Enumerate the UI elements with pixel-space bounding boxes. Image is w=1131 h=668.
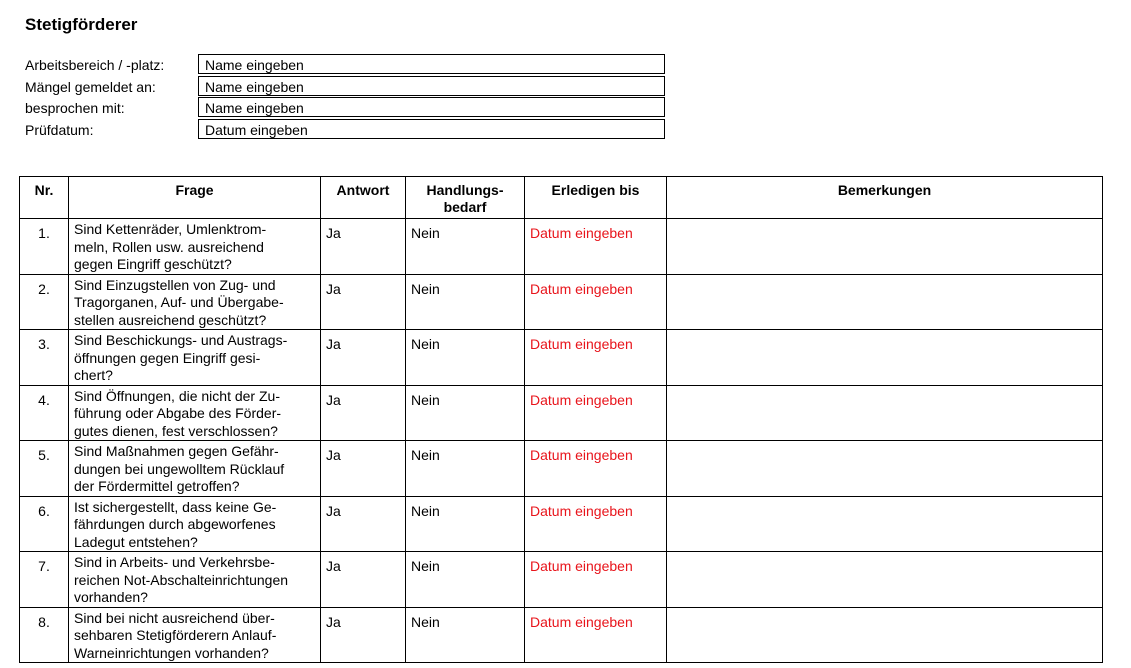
row-number: 2. [20,274,69,330]
table-row [20,330,1103,386]
question-line: Sind Beschickungs- und Austrags- [74,332,288,348]
remarks-field[interactable] [667,441,1103,497]
due-date-field[interactable]: Datum eingeben [525,274,667,330]
action-needed-cell[interactable]: Nein [406,385,525,441]
header-handlungsbedarf [406,177,525,219]
question-line: stellen ausreichend geschützt? [74,311,267,328]
row-number: 4. [20,385,69,441]
maengel-gemeldet-field[interactable]: Name eingeben [198,76,665,96]
question-line: der Fördermittel getroffen? [74,478,240,494]
answer-cell[interactable]: Ja [321,330,406,386]
row-number: 3. [20,330,69,386]
answer-cell[interactable]: Ja [321,552,406,608]
remarks-field[interactable] [667,330,1103,386]
row-number: 8. [20,607,69,663]
due-date-field[interactable]: Datum eingeben [525,385,667,441]
remarks-field[interactable] [667,385,1103,441]
question-cell [69,219,321,275]
question-line: Sind in Arbeits- und Verkehrsbe- [74,554,275,570]
question-cell [69,552,321,608]
question-cell [69,385,321,441]
due-date-field[interactable]: Datum eingeben [525,330,667,386]
remarks-field[interactable] [667,607,1103,663]
table-row [20,274,1103,330]
question-line: reichen Not-Abschalteinrichtungen [74,571,289,588]
header-bemerkungen: Bemerkungen [667,177,1103,219]
question-line: Sind Öffnungen, die nicht der Zu- [74,387,280,404]
row-number: 5. [20,441,69,497]
question-line: Ist sichergestellt, dass keine Ge- [74,498,277,515]
due-date-field[interactable]: Datum eingeben [525,552,667,608]
due-date-field[interactable]: Datum eingeben [525,441,667,497]
remarks-field[interactable] [667,274,1103,330]
question-line: öffnungen gegen Eingriff gesi- [74,349,261,366]
table-row [20,607,1103,663]
remarks-field[interactable] [667,552,1103,608]
question-line: Sind Maßnahmen gegen Gefähr- [74,443,279,459]
question-cell [69,496,321,552]
due-date-field[interactable]: Datum eingeben [525,219,667,275]
pruefdatum-field[interactable]: Datum eingeben [198,119,665,139]
question-line: vorhanden? [74,589,148,605]
row-number: 1. [20,219,69,275]
table-header-row [20,177,1103,219]
table-row [20,441,1103,497]
question-line: gegen Eingriff geschützt? [74,256,232,272]
answer-cell[interactable]: Ja [321,385,406,441]
meta-label-pruefdatum: Prüfdatum: [25,122,94,138]
question-line: chert? [74,367,113,383]
checklist-table [19,176,1103,663]
question-line: Sind Kettenräder, Umlenktrom- [74,221,267,237]
question-cell [69,441,321,497]
header-frage: Frage [69,177,321,219]
table-row [20,219,1103,275]
due-date-field[interactable]: Datum eingeben [525,496,667,552]
question-line: Sind bei nicht ausreichend über- [74,609,275,626]
question-cell [69,330,321,386]
table-row [20,385,1103,441]
question-line: Tragorganen, Auf- und Übergabe- [74,294,284,310]
question-line: meln, Rollen usw. ausreichend [74,238,264,255]
answer-cell[interactable]: Ja [321,219,406,275]
table-row [20,552,1103,608]
question-line: Ladegut entstehen? [74,533,198,550]
meta-label-arbeitsbereich: Arbeitsbereich / -platz: [25,57,165,73]
meta-label-besprochen: besprochen mit: [25,100,125,116]
remarks-field[interactable] [667,219,1103,275]
answer-cell[interactable]: Ja [321,274,406,330]
action-needed-cell[interactable]: Nein [406,219,525,275]
action-needed-cell[interactable]: Nein [406,274,525,330]
row-number: 6. [20,496,69,552]
answer-cell[interactable]: Ja [321,441,406,497]
arbeitsbereich-field[interactable]: Name eingeben [198,54,665,74]
action-needed-cell[interactable]: Nein [406,496,525,552]
header-antwort: Antwort [321,177,406,219]
row-number: 7. [20,552,69,608]
due-date-field[interactable]: Datum eingeben [525,607,667,663]
question-line: dungen bei ungewolltem Rücklauf [74,460,285,477]
question-line: führung oder Abgabe des Förder- [74,405,282,421]
header-handlungsbedarf-line2: bedarf [443,199,487,215]
action-needed-cell[interactable]: Nein [406,607,525,663]
besprochen-mit-field[interactable]: Name eingeben [198,97,665,117]
action-needed-cell[interactable]: Nein [406,552,525,608]
answer-cell[interactable]: Ja [321,607,406,663]
action-needed-cell[interactable]: Nein [406,330,525,386]
header-erledigen-bis: Erledigen bis [525,177,667,219]
question-cell [69,607,321,663]
question-line: gutes dienen, fest verschlossen? [74,422,278,439]
table-row [20,496,1103,552]
meta-label-maengel: Mängel gemeldet an: [25,79,156,95]
remarks-field[interactable] [667,496,1103,552]
action-needed-cell[interactable]: Nein [406,441,525,497]
question-line: Sind Einzugstellen von Zug- und [74,276,276,293]
header-handlungsbedarf-line1: Handlungs- [426,182,504,198]
question-line: Warneinrichtungen vorhanden? [74,644,269,661]
answer-cell[interactable]: Ja [321,496,406,552]
question-cell [69,274,321,330]
question-line: fährdungen durch abgeworfenes [74,516,276,532]
question-line: sehbaren Stetigförderern Anlauf- [74,627,277,643]
header-nr: Nr. [20,177,69,219]
page-title: Stetigförderer [25,15,138,34]
